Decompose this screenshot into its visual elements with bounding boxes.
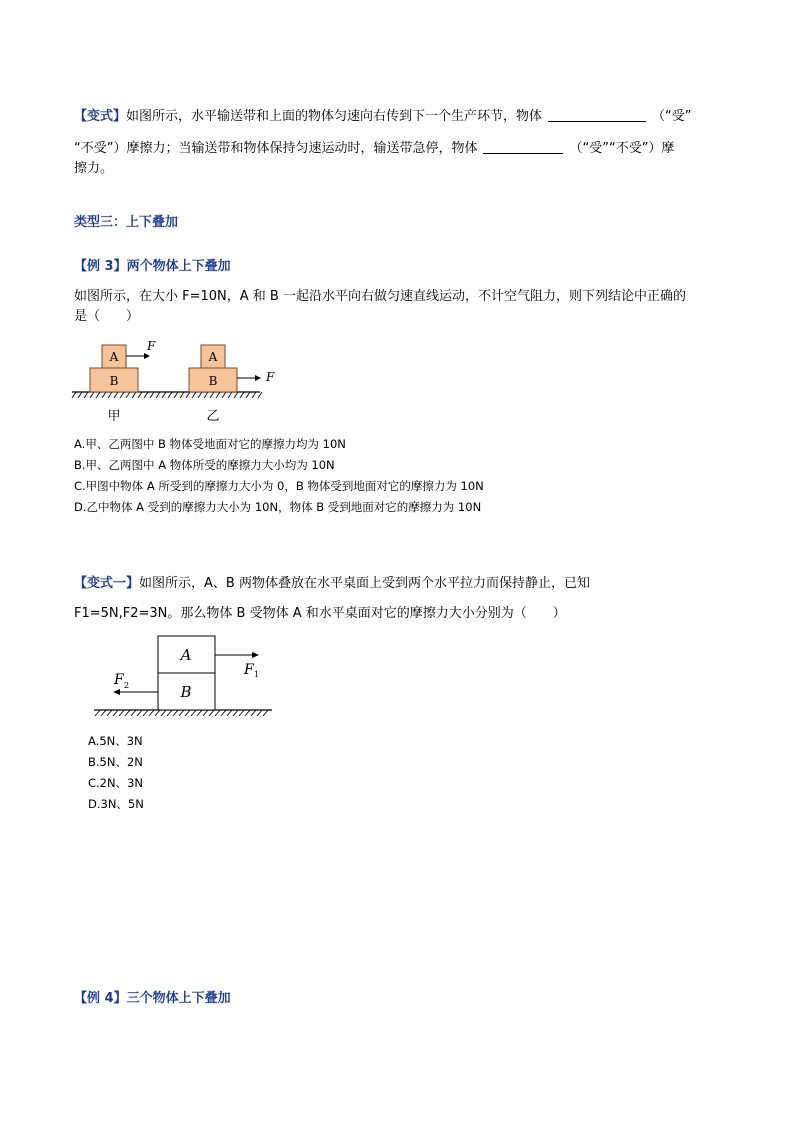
variant-text-1: 如图所示，水平输送带和上面的物体匀速向右传到下一个生产环节，物体 <box>126 109 543 124</box>
variant-paragraph-line1 <box>74 108 692 126</box>
variant-paragraph-line3: 擦力。 <box>74 161 114 176</box>
variant-one-tag: 【变式一】 <box>74 576 140 591</box>
example4-title: 三个物体上下叠加 <box>126 991 231 1006</box>
variant-one-figure <box>92 632 278 724</box>
variant-one-option-b[interactable]: B.5N、2N <box>88 755 143 769</box>
section-heading: 类型三：上下叠加 <box>74 215 179 230</box>
example3-option-c[interactable]: C.甲图中物体 A 所受到的摩擦力大小为 0，B 物体受到地面对它的摩擦力为 10N <box>74 479 484 493</box>
variant-tag: 【变式】 <box>74 109 127 124</box>
variant-one-line2: F1=5N,F2=3N。那么物体 B 受物体 A 和水平桌面对它的摩擦力大小分别为（ ） <box>74 606 566 621</box>
variant-one-option-c[interactable]: C.2N、3N <box>88 776 144 790</box>
example3-figure <box>70 336 280 428</box>
block-a-left-label: A <box>109 350 119 364</box>
variant-text-2: “不受”）摩擦力；当输送带和物体保持匀速运动时，输送带急停，物体 <box>74 141 478 156</box>
block-b-label: B <box>180 683 192 701</box>
example3-tag: 【例 3】 <box>74 259 127 274</box>
force-right-label: F <box>266 370 275 384</box>
f1-sub: 1 <box>254 670 260 679</box>
block-b-right-label: B <box>208 374 218 388</box>
answer-blank-1[interactable] <box>548 108 646 122</box>
label-yi: 乙 <box>206 409 220 424</box>
variant-one-option-a[interactable]: A.5N、3N <box>88 734 143 748</box>
example3-option-a[interactable]: A.甲、乙两图中 B 物体受地面对它的摩擦力均为 10N <box>74 437 346 451</box>
f1-label: F <box>244 662 254 678</box>
variant-paragraph-line2 <box>74 140 674 158</box>
example3-heading <box>74 258 231 276</box>
f2-label: F <box>114 672 124 688</box>
example3-stem-line1: 如图所示，在大小 F=10N，A 和 B 一起沿水平向右做匀速直线运动，不计空气阻力，则下列结论中正确的 <box>74 289 686 304</box>
answer-blank-2[interactable] <box>483 140 563 154</box>
variant-text-1b: （“受” <box>652 109 692 124</box>
variant-text-2b: （“受”“不受”）摩 <box>569 141 675 156</box>
example3-option-d[interactable]: D.乙中物体 A 受到的摩擦力大小为 10N，物体 B 受到地面对它的摩擦力为 10N <box>74 500 482 514</box>
variant-one-stem1: 如图所示，A、B 两物体叠放在水平桌面上受到两个水平拉力而保持静止，已知 <box>139 576 590 591</box>
example4-tag: 【例 4】 <box>74 991 127 1006</box>
block-a-label: A <box>180 646 192 664</box>
variant-one-option-d[interactable]: D.3N、5N <box>88 797 144 811</box>
example3-stem-line2: 是（ ） <box>74 309 140 324</box>
force-left-label: F <box>147 339 156 353</box>
label-jia: 甲 <box>107 409 121 424</box>
variant-one-line1 <box>74 575 590 593</box>
block-a-right-label: A <box>208 350 218 364</box>
example3-option-b[interactable]: B.甲、乙两图中 A 物体所受的摩擦力大小均为 10N <box>74 458 335 472</box>
example4-heading <box>74 990 231 1008</box>
f2-sub: 2 <box>124 681 130 690</box>
example3-title: 两个物体上下叠加 <box>126 259 231 274</box>
block-b-left-label: B <box>109 374 119 388</box>
